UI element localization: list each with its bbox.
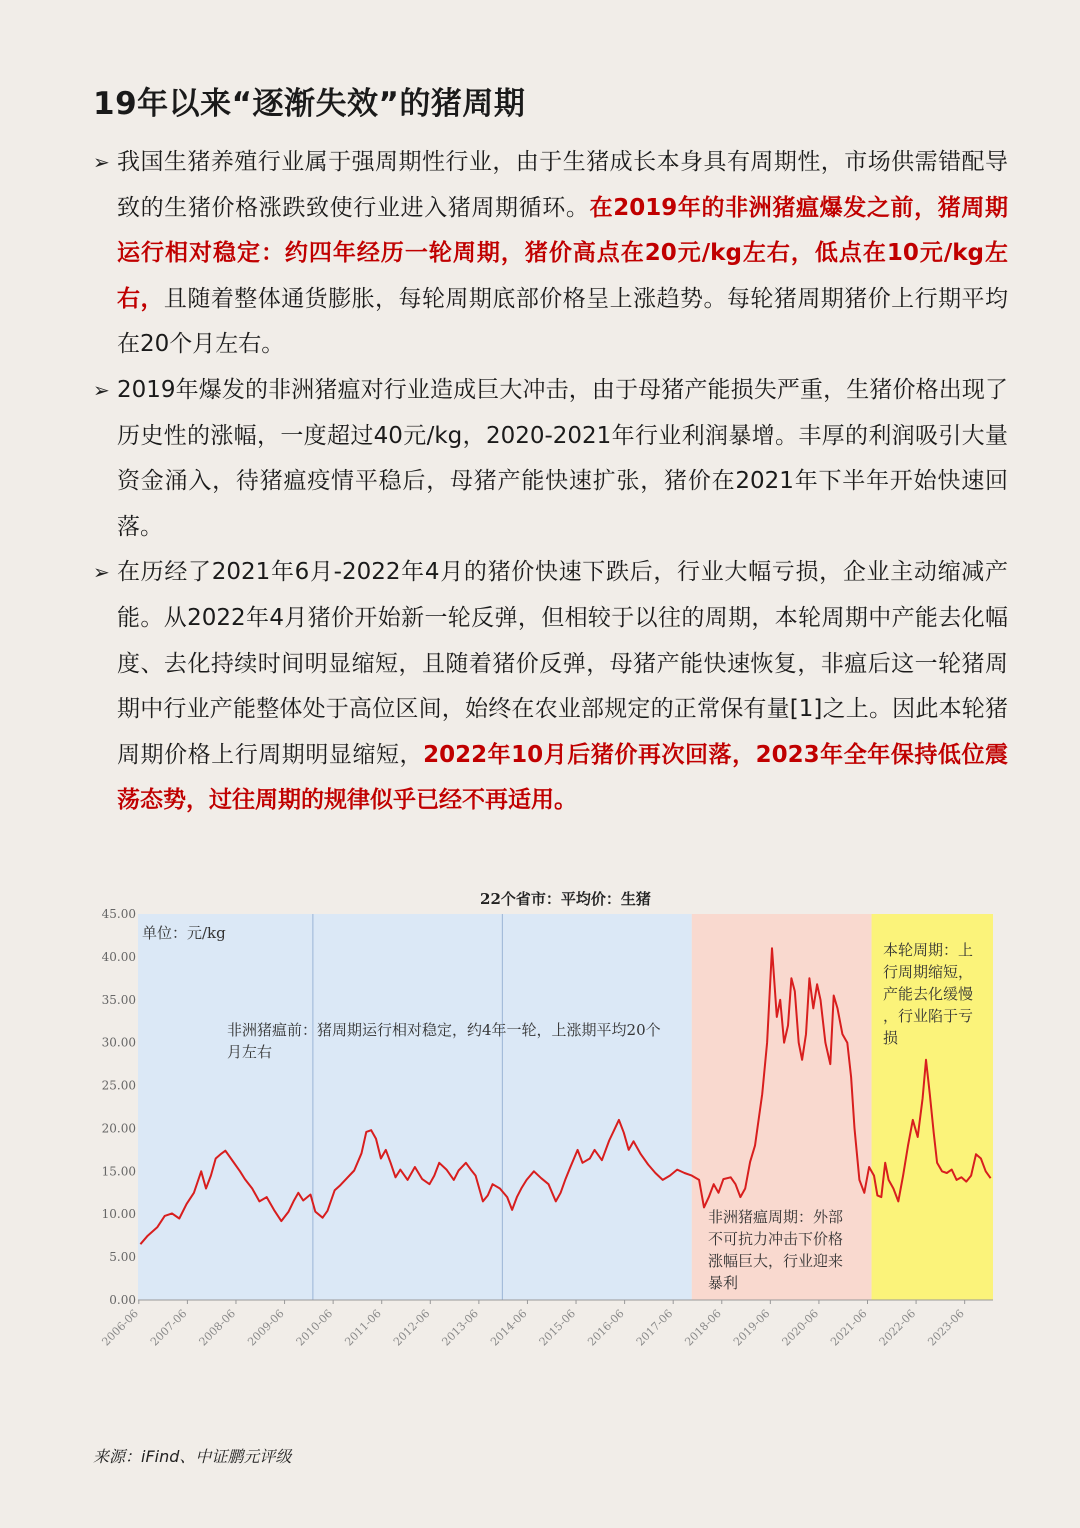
y-tick-label: 15.00 bbox=[101, 1164, 136, 1179]
region-annotation-line: 非洲猪瘟周期：外部 bbox=[708, 1208, 844, 1226]
x-tick-label: 2009-06 bbox=[245, 1306, 287, 1349]
source-note: 来源：iFind、中证鹏元评级 bbox=[93, 1447, 292, 1466]
unit-label: 单位：元/kg bbox=[142, 924, 226, 942]
bullet-segment-emphasis: 2022年10月后猪价再次回落，2023年全年保持低位震荡态势，过往周期的规律似乎已经不再适用。 bbox=[117, 741, 1008, 814]
bullet-list bbox=[93, 140, 1008, 824]
bullet-segment: 2019年爆发的非洲猪瘟对行业造成巨大冲击，由于母猪产能损失严重，生猪价格出现了历史性的涨幅，一度超过40元/kg，2020-2021年行业利润暴增。丰厚的利润吸引大量资金涌入，待猪瘟疫情平稳后，母猪产能快速扩张，猪价在2021年下半年开始快速回落。 bbox=[117, 376, 1008, 540]
region-annotation-line: 损 bbox=[883, 1029, 899, 1047]
page-title: 19年以来“逐渐失效”的猪周期 bbox=[93, 86, 526, 122]
bullet-text bbox=[117, 377, 1008, 540]
bullet-item bbox=[93, 140, 1008, 368]
price-chart-svg bbox=[95, 880, 1000, 1370]
x-tick-label: 2013-06 bbox=[439, 1306, 481, 1349]
bullet-segment: 且随着整体通货膨胀，每轮周期底部价格呈上涨趋势。每轮猪周期猪价上行期平均在20个月左右。 bbox=[117, 285, 1009, 358]
bullet-item bbox=[93, 550, 1008, 824]
y-tick-label: 30.00 bbox=[101, 1035, 136, 1050]
bullet-text bbox=[117, 149, 1008, 357]
x-tick-label: 2011-06 bbox=[342, 1306, 384, 1349]
y-tick-label: 0.00 bbox=[109, 1293, 136, 1307]
x-tick-label: 2007-06 bbox=[147, 1306, 190, 1349]
x-tick-label: 2008-06 bbox=[196, 1306, 239, 1349]
chart-title: 22个省市：平均价：生猪 bbox=[480, 890, 651, 908]
x-tick-label: 2015-06 bbox=[536, 1306, 579, 1349]
y-tick-label: 45.00 bbox=[101, 907, 136, 921]
x-tick-label: 2021-06 bbox=[828, 1306, 870, 1349]
bullet-segment: 我国生猪养殖行业属于强周期性行业，由于生猪成长本身具有周期性，市场供需错配导致的生猪价格涨跌致使行业进入猪周期循环。 bbox=[117, 149, 1008, 221]
x-tick-label: 2018-06 bbox=[682, 1306, 724, 1349]
region-annotation-line: 非洲猪瘟前：猪周期运行相对稳定，约4年一轮，上涨期平均20个 bbox=[227, 1021, 661, 1039]
region-annotation-line: 不可抗力冲击下价格 bbox=[708, 1230, 844, 1248]
region-annotation-line: 月左右 bbox=[227, 1043, 273, 1061]
x-tick-label: 2012-06 bbox=[390, 1306, 433, 1349]
region-annotation-line: 暴利 bbox=[708, 1274, 739, 1292]
x-tick-label: 2014-06 bbox=[488, 1306, 530, 1349]
x-tick-label: 2023-06 bbox=[925, 1306, 967, 1349]
price-chart bbox=[95, 880, 1000, 1370]
y-tick-label: 40.00 bbox=[101, 949, 136, 964]
region-annotation-line: 行周期缩短， bbox=[883, 963, 974, 981]
x-tick-label: 2016-06 bbox=[585, 1306, 627, 1349]
x-tick-label: 2019-06 bbox=[730, 1306, 773, 1349]
bullet-segment-emphasis: 在2019年的非洲猪瘟爆发之前，猪周期运行相对稳定：约四年经历一轮周期，猪价高点在20元/kg左右，低点在10元/kg左右， bbox=[117, 194, 1008, 312]
x-tick-label: 2020-06 bbox=[779, 1306, 822, 1349]
bullet-text bbox=[117, 559, 1008, 813]
x-tick-label: 2006-06 bbox=[99, 1306, 141, 1349]
bullet-segment: 在历经了2021年6月-2022年4月的猪价快速下跌后，行业大幅亏损，企业主动缩减产能。从2022年4月猪价开始新一轮反弹，但相较于以往的周期，本轮周期中产能去化幅度、去化持续时间明显缩短，且随着猪价反弹，母猪产能快速恢复，非瘟后这一轮猪周期中行业产能整体处于高位区间，始终在农业部规定的正常保有量[1]之上。因此本轮猪周期价格上行周期明显缩短， bbox=[117, 559, 1008, 768]
y-tick-label: 25.00 bbox=[101, 1078, 136, 1093]
y-tick-label: 35.00 bbox=[101, 992, 136, 1007]
arrow-bullet-icon: ➢ bbox=[93, 150, 110, 174]
x-tick-label: 2022-06 bbox=[876, 1306, 919, 1349]
arrow-bullet-icon: ➢ bbox=[93, 377, 110, 402]
region-annotation-line: 本轮周期：上 bbox=[883, 941, 974, 959]
x-tick-label: 2017-06 bbox=[633, 1306, 676, 1349]
bullet-item bbox=[93, 368, 1008, 550]
y-tick-label: 10.00 bbox=[101, 1207, 136, 1222]
y-tick-label: 5.00 bbox=[109, 1250, 136, 1265]
region-annotation-line: 涨幅巨大，行业迎来 bbox=[708, 1252, 844, 1270]
y-tick-label: 20.00 bbox=[101, 1121, 136, 1136]
region-annotation-line: 产能去化缓慢 bbox=[883, 985, 974, 1003]
arrow-bullet-icon: ➢ bbox=[93, 560, 110, 585]
x-tick-label: 2010-06 bbox=[293, 1306, 336, 1349]
region-annotation-line: ，行业陷于亏 bbox=[883, 1007, 974, 1025]
chart-region-0 bbox=[138, 914, 692, 1300]
